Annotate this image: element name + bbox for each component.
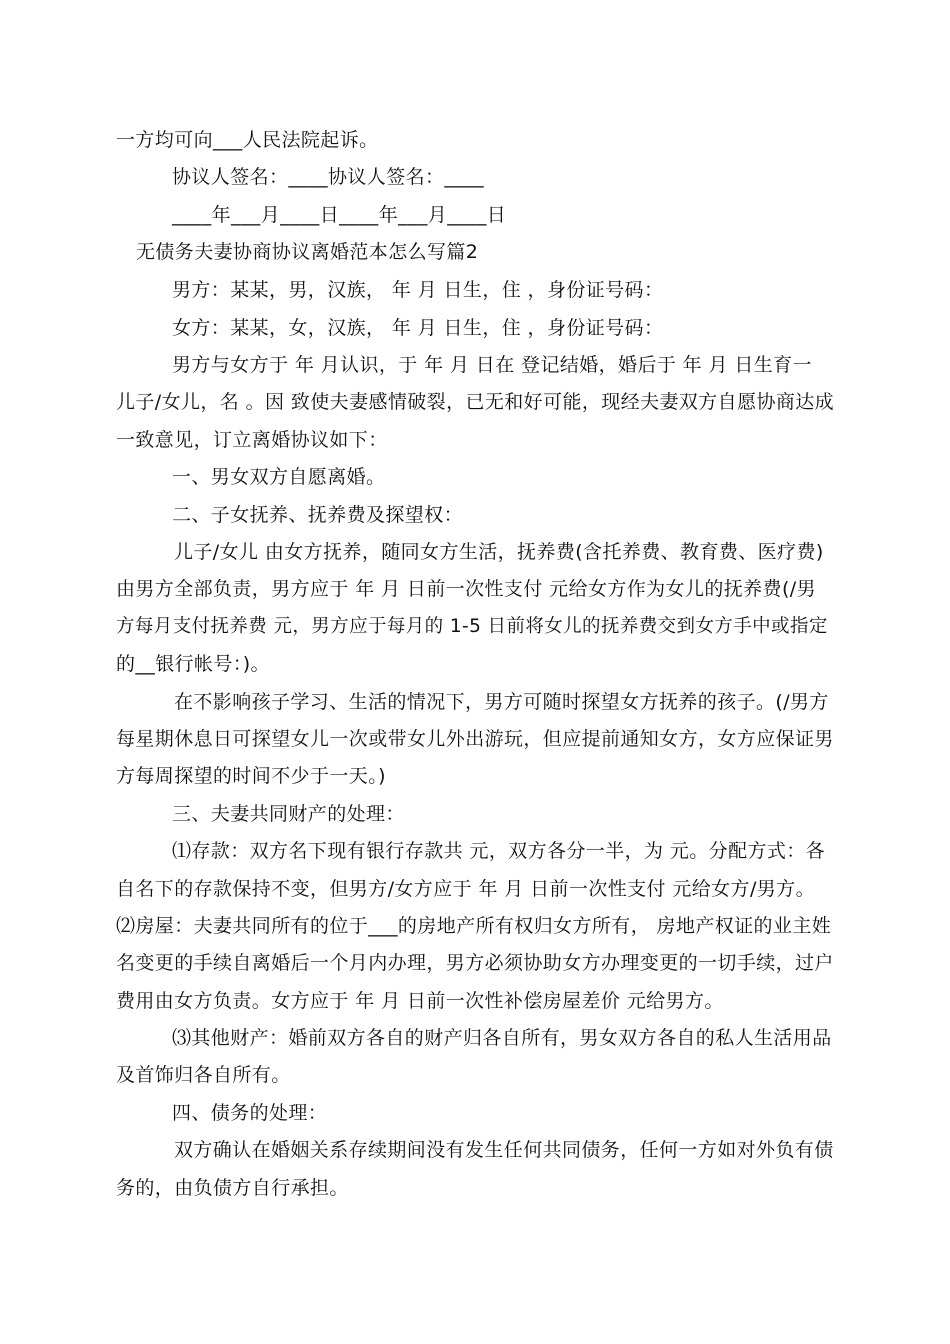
text-line: 务的，由负债方自行承担。 — [116, 1177, 349, 1199]
text-line: 男方：某某，男，汉族， 年 月 日生，住 ，身份证号码： — [172, 279, 664, 301]
text-line: 自名下的存款保持不变，但男方/女方应于 年 月 日前一次性支付 元给女方/男方。 — [116, 878, 815, 900]
text-line: 方每月支付抚养费 元，男方应于每月的 1-5 日前将女儿的抚养费交到女方手中或指定 — [116, 616, 828, 637]
text-line: 费用由女方负责。女方应于 年 月 日前一次性补偿房屋差价 元给男方。 — [116, 990, 724, 1012]
clause-heading: 一、男女双方自愿离婚。 — [172, 466, 386, 488]
text-line: 儿子/女儿，名 。因 致使夫妻感情破裂，已无和好可能，现经夫妻双方自愿协商达成 — [116, 391, 835, 413]
section-title: 无债务夫妻协商协议离婚范本怎么写篇2 — [136, 241, 479, 263]
text-line: 男方与女方于 年 月认识，于 年 月 日在 登记结婚，婚后于 年 月 日生育一 — [172, 354, 812, 376]
text-line: 儿子/女儿 由女方抚养，随同女方生活，抚养费(含托养费、教育费、医疗费) — [174, 541, 824, 563]
signature-line: 协议人签名：____协议人签名：____ — [172, 166, 485, 188]
text-line: 名变更的手续自离婚后一个月内办理，男方必须协助女方办理变更的一切手续，过户 — [116, 952, 834, 974]
text-line: 每星期休息日可探望女儿一次或带女儿外出游玩，但应提前通知女方，女方应保证男 — [116, 728, 834, 750]
text-line: 及首饰归各自所有。 — [116, 1064, 291, 1086]
clause-heading: 二、子女抚养、抚养费及探望权： — [172, 504, 464, 526]
text-line: ⑶其他财产：婚前双方各自的财产归各自所有，男女双方各自的私人生活用品 — [172, 1027, 832, 1049]
date-line: ____年___月____日____年___月____日 — [172, 204, 507, 226]
text-line: 一方均可向___人民法院起诉。 — [116, 129, 379, 151]
clause-heading: 三、夫妻共同财产的处理： — [172, 803, 405, 825]
text-line: 一致意见，订立离婚协议如下： — [116, 429, 388, 451]
text-line: ⑵房屋：夫妻共同所有的位于___的房地产所有权归女方所有， 房地产权证的业主姓 — [116, 915, 832, 937]
text-line: 女方：某某，女，汉族， 年 月 日生，住 ，身份证号码： — [172, 317, 664, 339]
text-line: 在不影响孩子学习、生活的情况下，男方可随时探望女方抚养的孩子。(/男方 — [174, 691, 829, 713]
text-line: ⑴存款：双方名下现有银行存款共 元，双方各分一半，为 元。分配方式：各 — [172, 840, 826, 862]
text-line: 双方确认在婚姻关系存续期间没有发生任何共同债务，任何一方如对外负有债 — [174, 1139, 834, 1161]
text-line: 方每周探望的时间不少于一天。) — [116, 765, 386, 787]
text-line: 的__银行帐号：)。 — [116, 653, 270, 675]
text-line: 由男方全部负责，男方应于 年 月 日前一次性支付 元给女方作为女儿的抚养费(/男 — [116, 578, 816, 600]
clause-heading: 四、债务的处理： — [172, 1102, 328, 1124]
